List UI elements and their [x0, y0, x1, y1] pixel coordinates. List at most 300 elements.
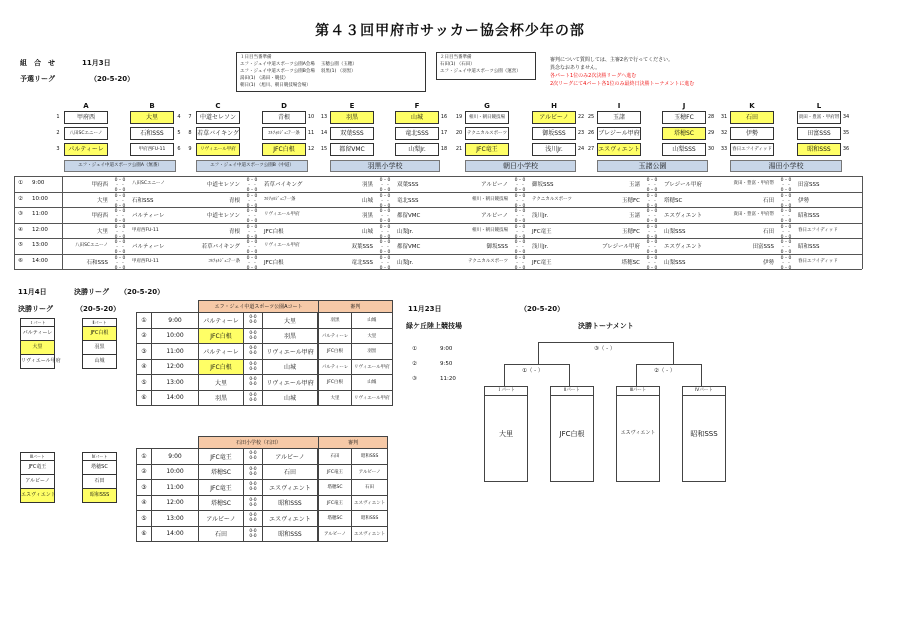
score-placeholder: 0 – 0 - - 0 – 0	[514, 193, 526, 209]
row-referee-1: 塔穂SC	[319, 511, 352, 527]
final-league-table-2	[136, 436, 388, 542]
referee-line: エフ・ジェイ中道スポーツ公園B会場	[240, 69, 315, 74]
team-cell: 甲府西FU-11	[130, 143, 174, 156]
part-box	[82, 318, 117, 369]
venue-header: 朝日小学校	[465, 160, 576, 172]
team-number: 2	[56, 130, 60, 136]
group-letter: L	[816, 102, 822, 110]
score-placeholder: 0 – 0 - - 0 – 0	[780, 209, 792, 224]
part-team: 塔穂SC	[83, 460, 116, 474]
team-cell: パルティーレ	[64, 143, 108, 156]
score-placeholder: 0 – 0 - - 0 – 0	[246, 255, 258, 271]
table-row	[137, 390, 393, 406]
row-away-team: 山城	[263, 359, 318, 375]
team-number: 4	[177, 114, 181, 120]
match-away-team: エスヴィエント	[664, 213, 703, 219]
schedule-time: 9:00	[440, 346, 453, 352]
score-placeholder: 0 – 0 - - 0 – 0	[246, 209, 258, 224]
team-number: 16	[440, 114, 448, 120]
row-number: ②	[137, 464, 152, 480]
match-home-team: アルビーノ	[481, 182, 508, 188]
match-away-team: パルティーレ	[132, 213, 165, 219]
row-time: 11:00	[152, 480, 199, 496]
row-number: ①	[137, 449, 152, 465]
team-number: 26	[587, 130, 595, 136]
row-line	[14, 207, 862, 208]
match-away-team: 塔穂SC	[664, 197, 683, 204]
team-number: 18	[440, 146, 448, 152]
score-placeholder: 0 – 0 - - 0 – 0	[780, 240, 792, 255]
match-home-team: 相川・朝日競技場	[472, 227, 508, 233]
row-time: 11:00	[152, 344, 199, 360]
row-referee-2: リヴィエール甲府	[352, 390, 393, 406]
row-away-team: 山城	[263, 390, 318, 406]
referee-box2-title: ２日目当番準備	[440, 55, 472, 60]
match-home-team: 竜北SSS	[351, 259, 373, 266]
score-placeholder: 0 – 0 - - 0 – 0	[114, 193, 126, 209]
part-team: エスヴィエント	[21, 488, 54, 502]
team-number: 28	[707, 114, 715, 120]
team-number: 12	[307, 146, 315, 152]
row-line	[14, 223, 862, 224]
match-away-team: ｺﾙﾌｫﾙｼﾞｭﾆｱ一条	[264, 196, 296, 202]
row-time: 9:00	[152, 313, 199, 329]
schedule-time: 9:50	[440, 361, 453, 367]
team-cell: 大里	[130, 111, 174, 124]
row-score: 0-0 0-0	[244, 495, 263, 511]
final-league-format: （20-5-20）	[120, 288, 165, 296]
row-number: ⑥	[137, 390, 152, 406]
score-placeholder: 0 – 0 - - 0 – 0	[246, 178, 258, 193]
tournament-slot	[682, 386, 726, 482]
row-time: 13:00	[152, 511, 199, 527]
schedule-number: ③	[412, 376, 417, 382]
team-number: 13	[320, 114, 328, 120]
team-cell: 伊勢	[730, 127, 774, 140]
match-home-team: 青根	[228, 197, 240, 204]
match-home-team: アルビーノ	[481, 213, 508, 219]
row-score: 0-0 0-0	[244, 313, 263, 329]
match-away-team: パルティーレ	[132, 244, 165, 250]
row-time: 13:00	[152, 375, 199, 391]
match-home-team: 山城	[361, 197, 373, 204]
score-placeholder: 0 – 0 - - 0 – 0	[379, 178, 391, 193]
semi-1-label: ①（ - ）	[522, 368, 544, 374]
team-number: 32	[720, 130, 728, 136]
row-referee-1: アルビーノ	[319, 526, 352, 542]
match-away-team: 竜北SSS	[397, 197, 419, 204]
match-time: 13:00	[32, 242, 48, 248]
row-home-team: 石田	[199, 526, 244, 542]
group-letter: F	[414, 102, 420, 110]
team-cell: 八田SCエニーノ	[64, 127, 108, 140]
prelim-label: 予選リーグ	[20, 75, 55, 83]
slot-team: エスヴィエント	[620, 430, 656, 436]
match-away-team: 都留VMC	[397, 213, 421, 219]
row-number: ②	[137, 328, 152, 344]
team-cell: 竜北SSS	[395, 127, 439, 140]
team-cell: 羽黒	[330, 111, 374, 124]
tournament-label: 決勝トーナメント	[578, 322, 634, 330]
col-line	[62, 176, 63, 269]
match-away-team: JFC竜王	[532, 259, 552, 266]
table-row	[137, 344, 393, 360]
row-score: 0-0 0-0	[244, 375, 263, 391]
match-away-team: 甲府西FU-11	[132, 258, 159, 264]
match-away-team: 甲府西FU-11	[132, 227, 159, 233]
score-placeholder: 0 – 0 - - 0 – 0	[646, 255, 658, 271]
row-away-team: 昭和SSS	[263, 526, 318, 542]
team-cell: JFC白根	[262, 143, 306, 156]
table-row	[137, 313, 393, 329]
match-home-team: 田富SSS	[752, 244, 774, 250]
match-number: ②	[18, 195, 23, 202]
team-cell: 玉諸	[597, 111, 641, 124]
table-row	[137, 449, 388, 465]
score-placeholder: 0 – 0 - - 0 – 0	[379, 255, 391, 271]
part-title: Ⅳパート	[91, 454, 108, 459]
table-venue: 石田小学校（石田）	[199, 437, 319, 449]
team-cell: 石田	[730, 111, 774, 124]
score-placeholder: 0 – 0 - - 0 – 0	[114, 224, 126, 240]
match-home-team: 羽黒	[361, 213, 373, 219]
row-home-team: パルティーレ	[199, 313, 244, 329]
team-number: 3	[56, 146, 60, 152]
day3-venue: 緑ケ丘陸上競技場	[406, 322, 462, 330]
venue-header: エフ・ジェイ中道スポーツ公園A（無番）	[64, 160, 176, 172]
row-line	[14, 238, 862, 239]
match-away-team: リヴィエール甲府	[264, 212, 300, 217]
row-away-team: エスヴィエント	[263, 511, 318, 527]
row-referee-1: 羽黒	[319, 313, 352, 329]
row-away-team: 羽黒	[263, 328, 318, 344]
team-cell: 山梨SSS	[662, 143, 706, 156]
score-placeholder: 0 – 0 - - 0 – 0	[246, 193, 258, 209]
row-away-team: 大里	[263, 313, 318, 329]
row-home-team: アルビーノ	[199, 511, 244, 527]
team-number: 29	[707, 130, 715, 136]
match-home-team: 塔穂SC	[621, 259, 640, 266]
match-away-team: 昭和SSS	[798, 244, 820, 250]
team-cell: 相川・朝日競技場	[465, 111, 509, 124]
team-cell: 甲府西	[64, 111, 108, 124]
team-cell: リヴィエール甲府	[196, 143, 240, 156]
row-time: 12:00	[152, 495, 199, 511]
table-row	[137, 464, 388, 480]
row-referee-1: 石田	[319, 449, 352, 465]
slot-team: 大里	[499, 430, 513, 438]
row-referee-2: 石田	[352, 480, 388, 496]
score-placeholder: 0 – 0 - - 0 – 0	[379, 240, 391, 255]
match-home-team: 甲府西	[91, 213, 108, 219]
table-row	[137, 495, 388, 511]
team-number: 24	[577, 146, 585, 152]
group-letter: D	[281, 102, 287, 110]
team-number: 10	[307, 114, 315, 120]
row-home-team: パルティーレ	[199, 344, 244, 360]
row-away-team: リヴィエール甲府	[263, 375, 318, 391]
match-away-team: 八田SCエニーノ	[132, 181, 165, 186]
match-away-team: 浅川Jr.	[532, 244, 549, 250]
row-home-team: 塔穂SC	[199, 495, 244, 511]
match-home-team: 石田	[762, 228, 774, 235]
col-line	[862, 176, 863, 269]
part-title: Ｉパート	[29, 320, 46, 325]
match-number: ③	[18, 211, 23, 217]
referee-box1-title: １日目当番準備	[240, 55, 272, 60]
table-referee-header: 審判	[319, 437, 388, 449]
row-number: ⑥	[137, 526, 152, 542]
team-number: 19	[455, 114, 463, 120]
note-line: 2次リーグにて4パート各1位のみ最終日決勝トーナメントに進む	[550, 81, 695, 87]
referee-box-day2	[436, 52, 536, 80]
team-number: 36	[842, 146, 850, 152]
match-home-team: 玉諸	[628, 213, 640, 219]
score-placeholder: 0 – 0 - - 0 – 0	[646, 193, 658, 209]
row-time: 14:00	[152, 390, 199, 406]
row-referee-2: リヴィエール甲府	[352, 359, 393, 375]
score-placeholder: 0 – 0 - - 0 – 0	[114, 240, 126, 255]
venue-header: 湯田小学校	[730, 160, 842, 172]
match-number: ④	[18, 226, 23, 233]
slot-part: Ｉパート	[485, 387, 527, 396]
row-time: 12:00	[152, 359, 199, 375]
part-title: Ⅱパート	[92, 320, 107, 325]
team-number: 30	[707, 146, 715, 152]
score-placeholder: 0 – 0 - - 0 – 0	[780, 193, 792, 209]
match-home-team: 貴田・豊富・甲府帯	[733, 212, 774, 217]
match-home-team: 八田SCエニーノ	[75, 243, 108, 248]
match-away-team: 若草バイキング	[264, 182, 303, 188]
score-placeholder: 0 – 0 - - 0 – 0	[646, 224, 658, 240]
score-placeholder: 0 – 0 - - 0 – 0	[514, 240, 526, 255]
table-referee-header: 審判	[319, 301, 393, 313]
venue-header: 玉諸公園	[597, 160, 708, 172]
group-letter: B	[149, 102, 155, 110]
part-box	[20, 452, 55, 503]
group-letter: A	[83, 102, 89, 110]
row-line	[14, 192, 862, 193]
match-number: ①	[18, 180, 23, 186]
part-title: Ⅲパート	[30, 454, 45, 459]
match-time: 10:00	[32, 195, 48, 202]
note-line: 異念なおありません。	[550, 65, 601, 71]
team-number: 11	[307, 130, 315, 136]
match-away-team: JFC白根	[264, 228, 284, 235]
day3-date: 11月23日	[408, 305, 442, 313]
notes	[550, 56, 694, 88]
final-league-format-2: （20-5-20）	[76, 305, 121, 313]
team-cell: 貴田・豊富・甲府帯	[797, 111, 841, 124]
row-score: 0-0 0-0	[244, 511, 263, 527]
score-placeholder: 0 – 0 - - 0 – 0	[246, 224, 258, 240]
match-time: 12:00	[32, 226, 48, 233]
score-placeholder: 0 – 0 - - 0 – 0	[514, 178, 526, 193]
part-team: 石田	[83, 474, 116, 488]
row-referee-1: JFC竜王	[319, 464, 352, 480]
row-referee-1: パルティーレ	[319, 328, 352, 344]
match-home-team: 御坂SSS	[486, 244, 508, 250]
row-score: 0-0 0-0	[244, 449, 263, 465]
match-away-team: エスヴィエント	[664, 244, 703, 250]
team-number: 34	[842, 114, 850, 120]
row-number: ④	[137, 359, 152, 375]
tournament-slot	[484, 386, 528, 482]
row-score: 0-0 0-0	[244, 526, 263, 542]
match-home-team: 玉穂FC	[621, 228, 640, 235]
match-away-team: JFC竜王	[532, 228, 552, 235]
match-away-team: 昭和SSS	[798, 213, 820, 219]
part-team: パルティーレ	[21, 326, 54, 340]
row-score: 0-0 0-0	[244, 464, 263, 480]
score-placeholder: 0 – 0 - - 0 – 0	[379, 209, 391, 224]
schedule-time: 11:20	[440, 376, 456, 382]
team-number: 1	[56, 114, 60, 120]
row-time: 10:00	[152, 328, 199, 344]
slot-part: Ⅲパート	[617, 387, 659, 396]
match-home-team: 中道セレソン	[206, 213, 240, 219]
part-team: JFC竜王	[21, 460, 54, 474]
row-away-team: 石田	[263, 464, 318, 480]
score-placeholder: 0 – 0 - - 0 – 0	[646, 209, 658, 224]
match-home-team: 玉諸	[628, 182, 640, 188]
row-referee-1: JFC竜王	[319, 495, 352, 511]
schedule-number: ②	[412, 361, 417, 367]
score-placeholder: 0 – 0 - - 0 – 0	[114, 255, 126, 271]
day1-date: 11月3日	[82, 59, 111, 67]
score-placeholder: 0 – 0 - - 0 – 0	[780, 178, 792, 193]
match-away-team: 伊勢	[798, 197, 810, 204]
match-home-team: 山城	[361, 228, 373, 235]
team-number: 14	[320, 130, 328, 136]
part-team: 羽黒	[83, 340, 116, 354]
team-cell: ブレジール甲府	[597, 127, 641, 140]
team-cell: JFC竜王	[465, 143, 509, 156]
table-row	[137, 359, 393, 375]
row-referee-2: 羽黒	[352, 344, 393, 360]
final-label: ③（ - ）	[594, 346, 616, 352]
row-number: ⑤	[137, 375, 152, 391]
row-line	[14, 176, 862, 177]
table-venue: エフ・ジェイ中道スポーツ公園Aコート	[199, 301, 319, 313]
match-home-team: 相川・朝日競技場	[472, 196, 508, 202]
match-away-team: リヴィエール甲府	[264, 243, 300, 248]
team-cell: 御坂SSS	[532, 127, 576, 140]
team-number: 27	[587, 146, 595, 152]
team-cell: 山梨Jr.	[395, 143, 439, 156]
row-score: 0-0 0-0	[244, 328, 263, 344]
team-number: 20	[455, 130, 463, 136]
match-home-team: ブレジール甲府	[601, 244, 640, 250]
team-number: 21	[455, 146, 463, 152]
match-home-team: 若草バイキング	[201, 244, 240, 250]
match-home-team: 石田	[762, 197, 774, 204]
schedule-number: ①	[412, 346, 417, 352]
group-letter: I	[617, 102, 621, 110]
match-home-team: テクニカルスポーツ	[468, 258, 508, 264]
referee-line: 朝日(1) （旭川、朝日競技場会場）	[240, 83, 311, 88]
part-team: 山城	[83, 354, 116, 368]
row-time: 10:00	[152, 464, 199, 480]
team-cell: 春日エフイディッド	[730, 143, 774, 156]
slot-part: Ⅳパート	[683, 387, 725, 396]
score-placeholder: 0 – 0 - - 0 – 0	[646, 178, 658, 193]
row-home-team: 塔穂SC	[199, 464, 244, 480]
score-placeholder: 0 – 0 - - 0 – 0	[780, 224, 792, 240]
team-number: 17	[440, 130, 448, 136]
table-row	[137, 511, 388, 527]
match-away-team: 石和SSS	[132, 197, 154, 204]
match-time: 11:00	[32, 211, 48, 217]
match-home-team: 玉穂FC	[621, 197, 640, 204]
row-away-team: リヴィエール甲府	[263, 344, 318, 360]
row-referee-2: エスヴィエント	[352, 526, 388, 542]
row-home-team: JFC白根	[199, 328, 244, 344]
row-score: 0-0 0-0	[244, 480, 263, 496]
match-away-team: 都留VMC	[397, 244, 421, 250]
match-home-team: 双葉SSS	[351, 244, 373, 250]
team-cell: 山城	[395, 111, 439, 124]
row-referee-1: JFC白根	[319, 375, 352, 391]
row-line	[14, 269, 862, 270]
table-row	[137, 328, 393, 344]
row-number: ①	[137, 313, 152, 329]
match-number: ⑥	[18, 257, 23, 264]
team-cell: 都留VMC	[330, 143, 374, 156]
score-placeholder: 0 – 0 - - 0 – 0	[379, 193, 391, 209]
part-box	[82, 452, 117, 503]
match-away-team: 春日エフイディッド	[798, 258, 838, 264]
team-number: 7	[188, 114, 192, 120]
match-away-team: 双葉SSS	[397, 182, 419, 188]
referee-line: 羽黒(1) （羽黒）	[320, 69, 356, 74]
group-letter: C	[215, 102, 221, 110]
row-time: 14:00	[152, 526, 199, 542]
match-away-team: 田富SSS	[798, 182, 820, 188]
match-home-team: 伊勢	[762, 259, 774, 266]
row-number: ⑤	[137, 511, 152, 527]
team-number: 31	[720, 114, 728, 120]
row-number: ③	[137, 344, 152, 360]
match-home-team: 大里	[96, 197, 108, 204]
team-cell: 若草バイキング	[196, 127, 240, 140]
match-home-team: 中道セレソン	[206, 182, 240, 188]
group-letter: J	[682, 102, 686, 110]
note-line: 審判について質問しては、主審2名で行ってください。	[550, 57, 674, 63]
match-number: ⑤	[18, 242, 23, 248]
row-referee-2: 昭和SSS	[352, 449, 388, 465]
referee-line: 石田(1) （石田）	[440, 62, 475, 67]
team-cell: 青根	[262, 111, 306, 124]
match-away-team: テクニカルスポーツ	[532, 196, 572, 202]
row-score: 0-0 0-0	[244, 344, 263, 360]
match-away-team: 浅川Jr.	[532, 213, 549, 219]
row-referee-2: 山城	[352, 375, 393, 391]
slot-team: JFC白根	[559, 430, 585, 438]
match-away-team: 山梨SSS	[664, 259, 686, 266]
referee-line: エフ・ジェイ中道スポーツ公園（運営）	[440, 69, 521, 74]
final-league-label: 決勝リーグ	[18, 305, 53, 313]
page-title: 第４３回甲府市サッカー協会杯少年の部	[315, 23, 585, 39]
row-referee-1: 大里	[319, 390, 352, 406]
day3-format: （20-5-20）	[520, 305, 565, 313]
slot-part: Ⅱパート	[551, 387, 593, 396]
team-number: 15	[320, 146, 328, 152]
match-time: 14:00	[32, 257, 48, 264]
semi-2-label: ②（ - ）	[654, 368, 676, 374]
note-line: 各パート1位のみ2次決勝リーグへ進む	[550, 73, 637, 79]
row-home-team: JFC竜王	[199, 449, 244, 465]
